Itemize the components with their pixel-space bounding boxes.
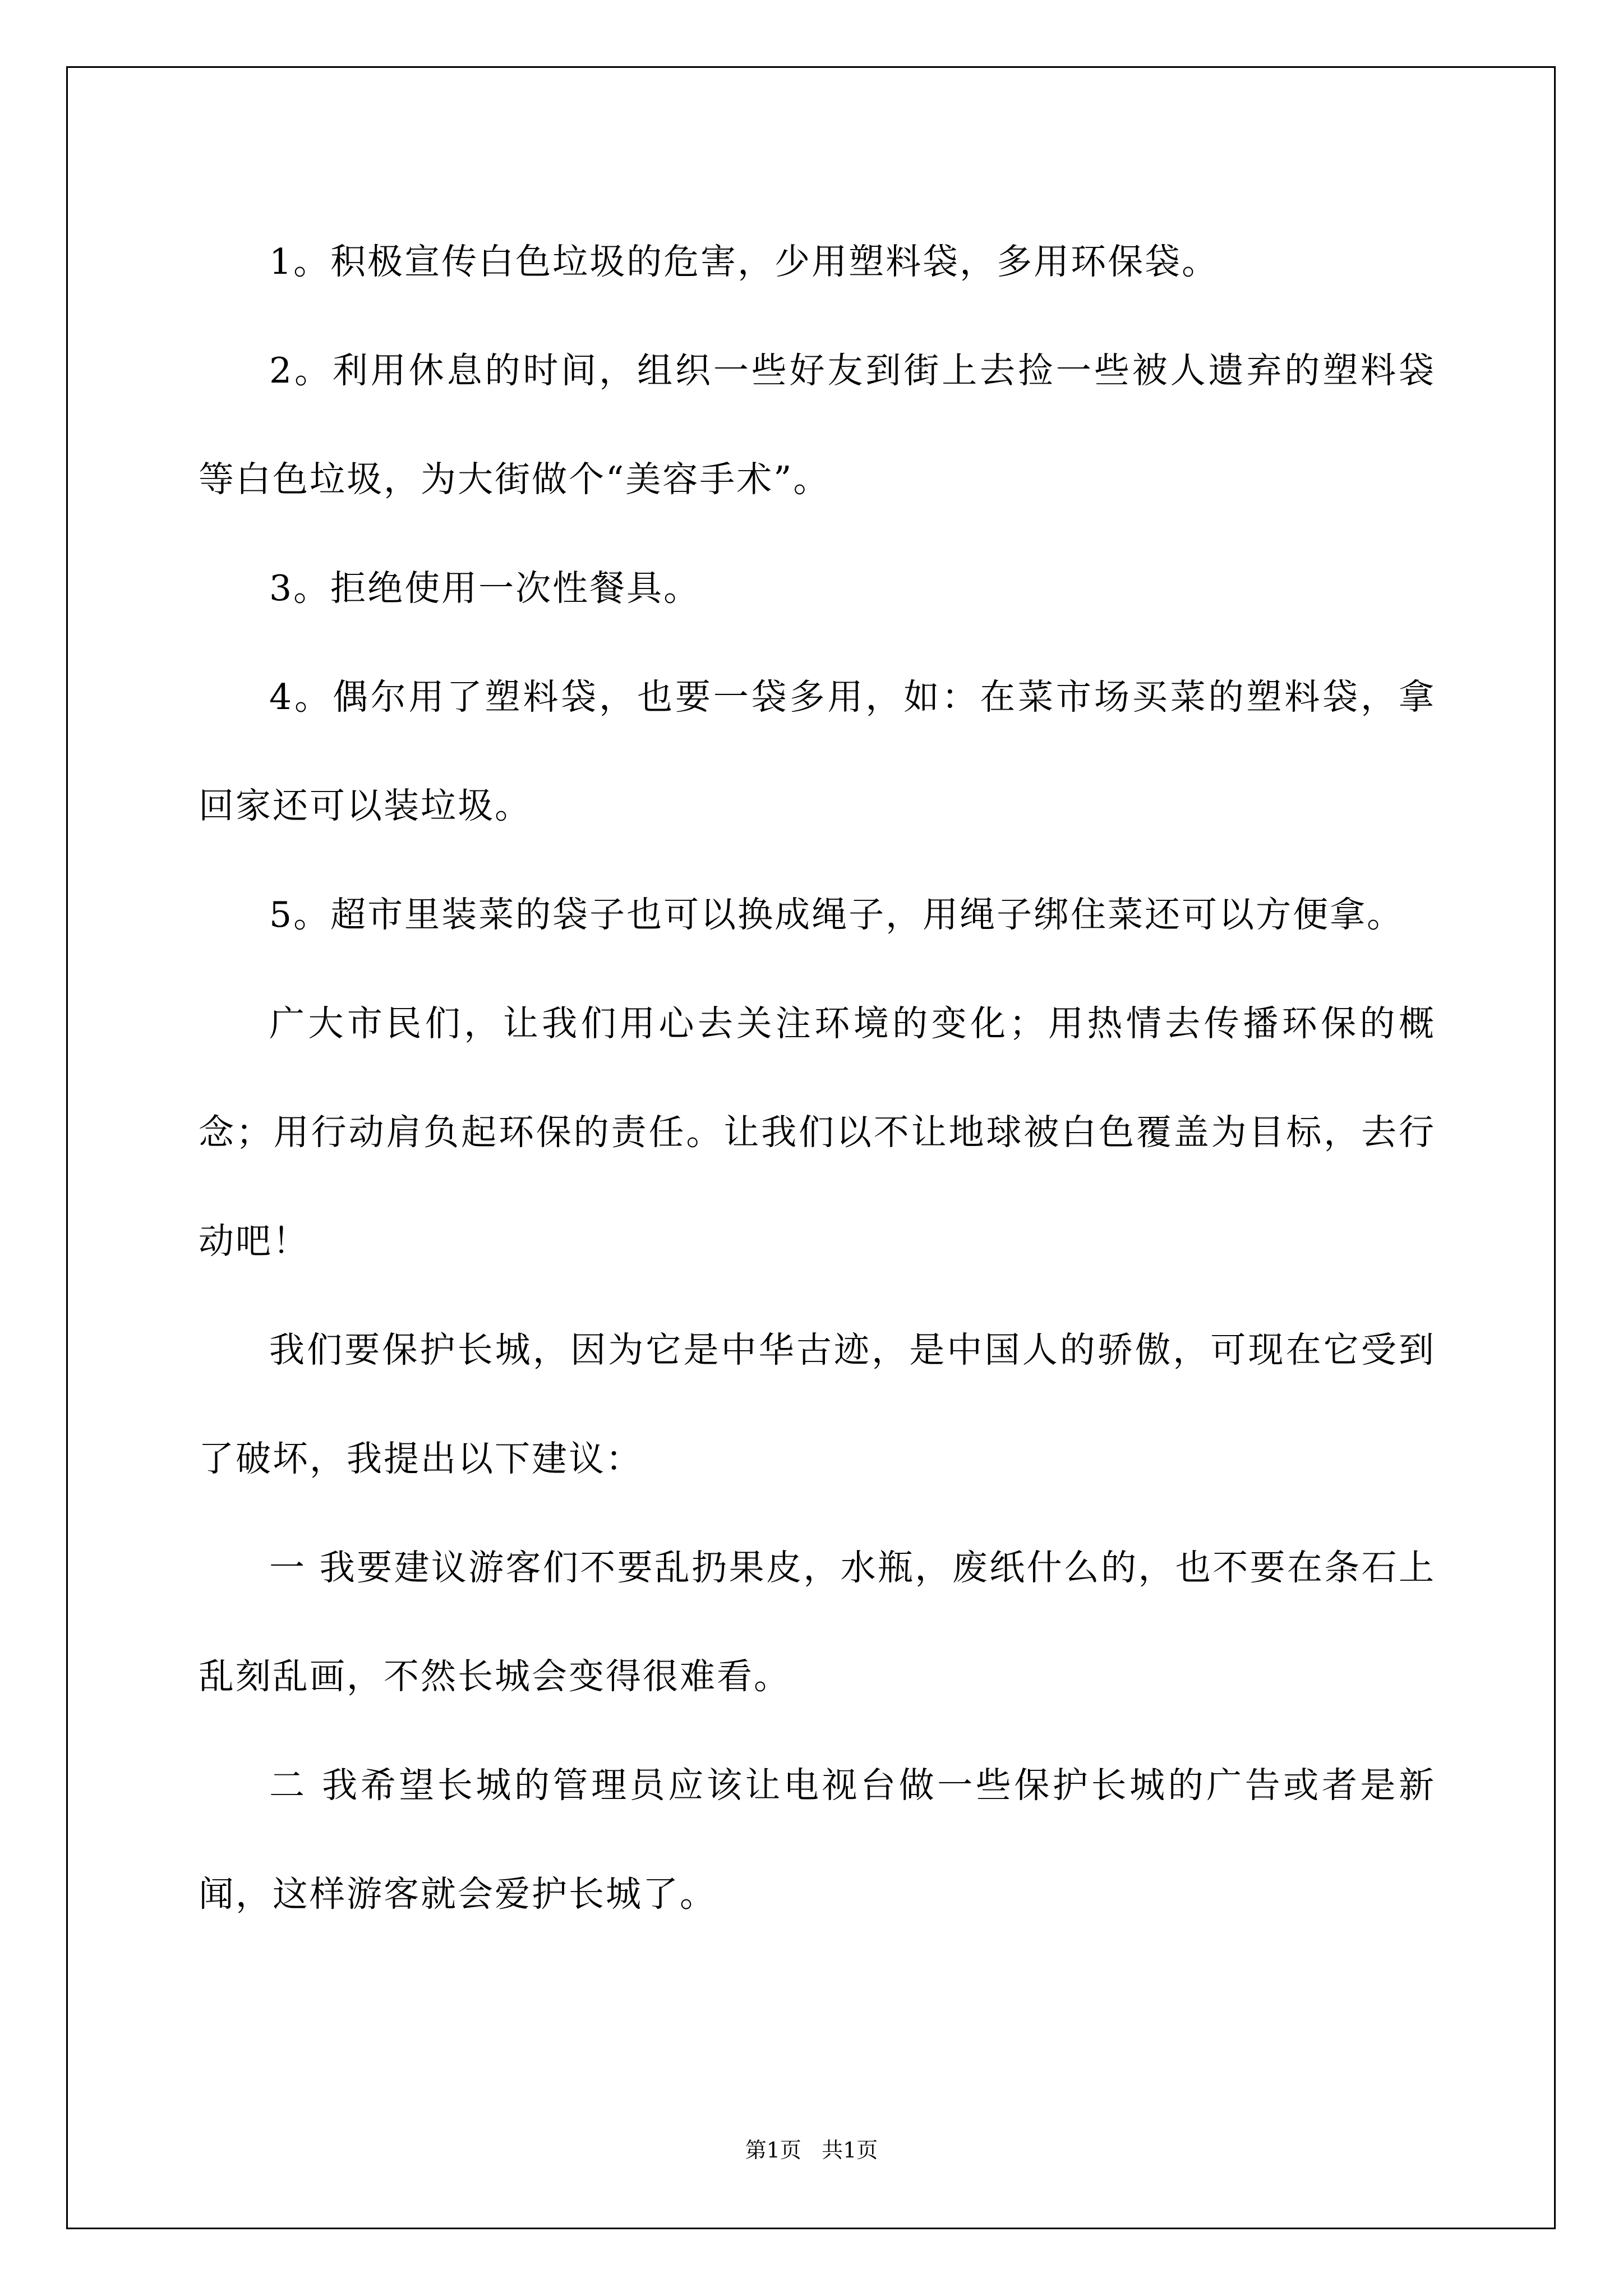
paragraph-5: 5。超市里装菜的袋子也可以换成绳子，用绳子绑住菜还可以方便拿。 — [269, 894, 1404, 935]
paragraph-1: 1。积极宣传白色垃圾的危害，少用塑料袋，多用环保袋。 — [269, 241, 1219, 282]
paragraph-7: 我们要保护长城，因为它是中华古迹，是中国人的骄傲，可现在它受到了破坏，我提出以下建议： — [199, 1329, 1436, 1479]
document-body — [199, 208, 1436, 1949]
paragraph-4: 4。偶尔用了塑料袋，也要一袋多用，如：在菜市场买菜的塑料袋，拿回家还可以装垃圾。 — [199, 677, 1436, 826]
paragraph-3: 3。拒绝使用一次性餐具。 — [269, 568, 701, 609]
paragraph-8: 一 我要建议游客们不要乱扔果皮，水瓶，废纸什么的，也不要在条石上乱刻乱画，不然长城会变得很难看。 — [199, 1547, 1436, 1697]
page-number-footer: 第1页 共1页 — [745, 2138, 878, 2162]
paragraph-6: 广大市民们，让我们用心去关注环境的变化；用热情去传播环保的概念；用行动肩负起环保的责任。让我们以不让地球被白色覆盖为目标，去行动吧！ — [199, 1003, 1436, 1262]
paragraph-9: 二 我希望长城的管理员应该让电视台做一些保护长城的广告或者是新闻，这样游客就会爱护长城了。 — [199, 1765, 1436, 1915]
paragraph-2: 2。利用休息的时间，组织一些好友到街上去捡一些被人遗弃的塑料袋等白色垃圾，为大街做个“美容手术”。 — [199, 350, 1436, 500]
